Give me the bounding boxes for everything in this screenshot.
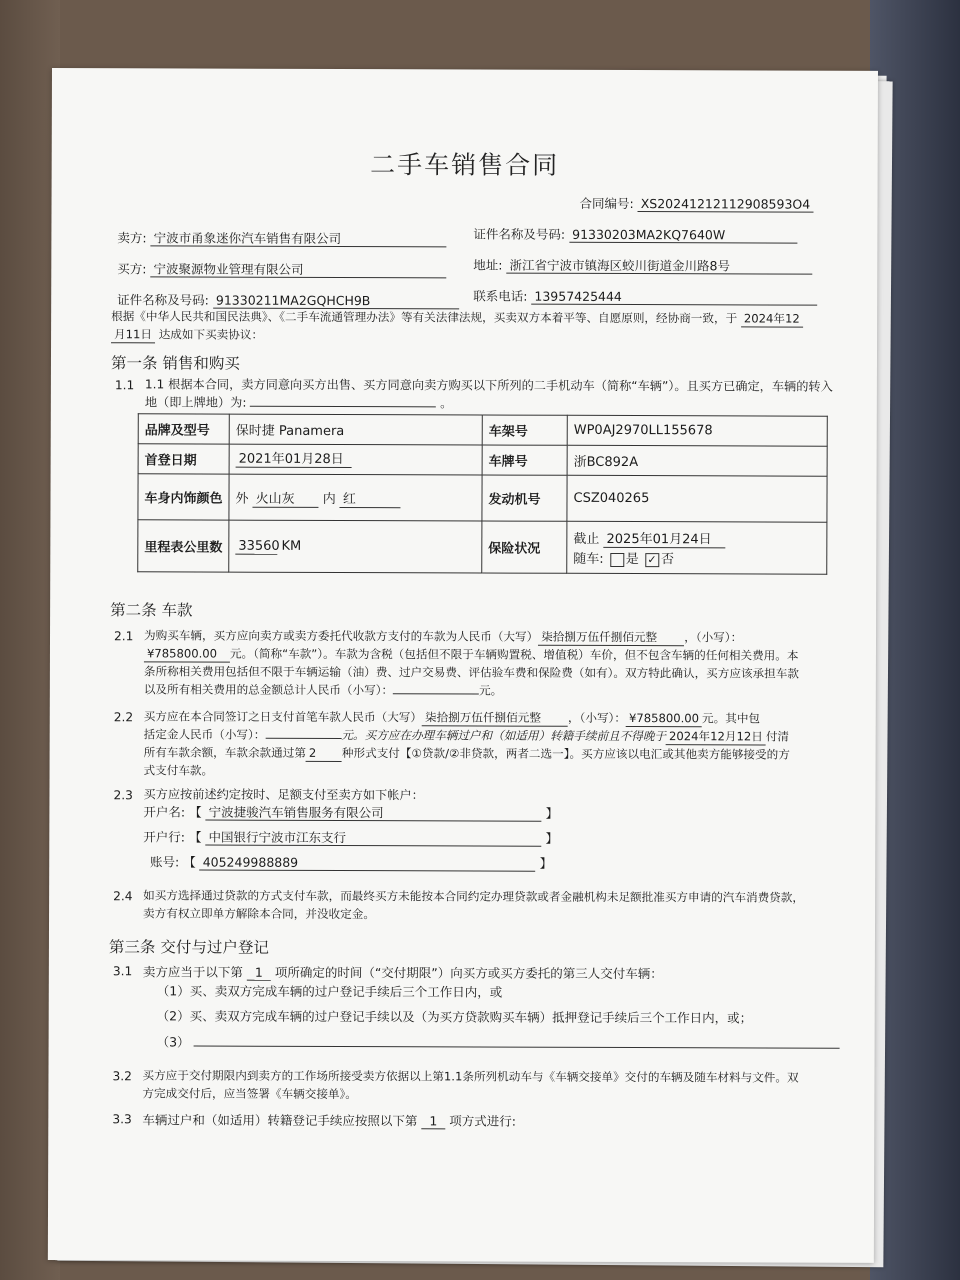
seller-label: 卖方: bbox=[117, 230, 147, 246]
clause-2-2-c: 元。其中包 bbox=[702, 711, 761, 726]
bank-label: 开户行: bbox=[143, 829, 186, 845]
clause-1-1 bbox=[145, 375, 845, 413]
delivery-option-value: 1 bbox=[247, 965, 271, 981]
insurance-cell bbox=[567, 521, 827, 574]
contract-no-value: XS20241212112908593O4 bbox=[638, 196, 814, 213]
delivery-option-2: （2）买、卖双方完成车辆的过户登记手续以及（为买方贷款购买车辆）抵押登记手续后三个工作日内，或； bbox=[156, 1008, 753, 1026]
section-2-heading: 第二条 车款 bbox=[110, 601, 193, 620]
buyer-phone-label: 联系电话: bbox=[473, 288, 528, 304]
clause-2-2-f: 付清 bbox=[765, 729, 790, 744]
insurance-date: 2025年01月24日 bbox=[603, 532, 725, 548]
clause-2-2-i: 式支付车款。 bbox=[143, 763, 214, 778]
vehicle-table bbox=[137, 413, 828, 574]
first-payment-lowercase: ¥785800.00 bbox=[626, 711, 702, 727]
section-1-heading: 第一条 销售和购买 bbox=[110, 354, 240, 373]
checkbox-no[interactable] bbox=[645, 553, 659, 567]
clause-2-2-e: 元。买方应在办理车辆过户和（如适用）转籍手续前且不得晚于 bbox=[341, 728, 667, 744]
balance-due-date: 2024年12月12日 bbox=[666, 729, 766, 745]
seller-id-row bbox=[473, 224, 797, 243]
clause-2-1 bbox=[144, 626, 844, 700]
exterior-color: 火山灰 bbox=[253, 491, 319, 507]
clause-3-3-number: 3.3 bbox=[112, 1112, 132, 1127]
clause-2-2-d: 括定金人民币（小写）： bbox=[143, 727, 266, 742]
brand-value: 保时捷 Panamera bbox=[229, 414, 482, 445]
mileage-unit: KM bbox=[281, 538, 302, 554]
transfer-option-value: 1 bbox=[421, 1113, 445, 1129]
plate-value: 浙BC892A bbox=[567, 445, 827, 476]
engine-value: CSZ040265 bbox=[567, 475, 827, 522]
account-name-value: 宁波捷骏汽车销售服务有限公司 bbox=[206, 805, 542, 822]
clause-2-1-e: 以及所有相关费用的总金额总计人民币（小写）： bbox=[143, 682, 394, 698]
color-cell bbox=[229, 474, 482, 521]
insurance-label: 保险状况 bbox=[482, 521, 567, 573]
total-amount-field bbox=[393, 693, 479, 694]
interior-prefix: 内 bbox=[322, 491, 336, 507]
account-name-rbracket: 】 bbox=[545, 805, 559, 821]
color-label: 车身内饰颜色 bbox=[138, 474, 229, 520]
clause-2-4-b: 卖方有权立即单方解除本合同，并没收定金。 bbox=[143, 906, 375, 922]
vin-label: 车架号 bbox=[482, 415, 567, 445]
contract-no-row bbox=[580, 194, 814, 213]
checkbox-yes[interactable] bbox=[610, 552, 624, 566]
clause-3-1-a: 卖方应当于以下第 bbox=[142, 964, 243, 980]
plate-label: 车牌号 bbox=[482, 445, 567, 475]
preamble bbox=[111, 307, 831, 346]
first-payment-uppercase: 柒拾捌万伍仟捌佰元整 bbox=[422, 710, 568, 727]
bank-lbracket: 【 bbox=[188, 829, 202, 845]
mileage-cell bbox=[229, 520, 482, 573]
buyer-value: 宁波聚源物业管理有限公司 bbox=[150, 261, 446, 278]
checkbox-yes-label: 是 bbox=[625, 552, 639, 568]
insurance-prefix: 截止 bbox=[573, 531, 600, 547]
engine-label: 发动机号 bbox=[482, 475, 567, 521]
clause-2-2 bbox=[144, 707, 844, 781]
buyer-row bbox=[117, 259, 446, 278]
clause-3-2-a: 买方应于交付期限内到卖方的工作场所接受卖方依据以上第1.1条所列机动车与《车辆交接单》交付的车辆及随车材料与文件。双 bbox=[142, 1068, 799, 1085]
seller-id-value: 91330203MA2KQ7640W bbox=[569, 227, 797, 244]
checkbox-no-label: 否 bbox=[660, 552, 675, 568]
clause-2-1-d: 条所称相关费用包括但不限于车辆运输（油）费、过户交易费、评估验车费和保险费（如有）。双方特此确认，买方应该承担车款 bbox=[143, 664, 799, 681]
clause-3-1-number: 3.1 bbox=[112, 964, 133, 979]
price-uppercase: 柒拾捌万伍仟捌佰元整 bbox=[538, 630, 684, 647]
contract-page bbox=[48, 68, 878, 1263]
account-no-rbracket: 】 bbox=[539, 855, 553, 871]
interior-color: 红 bbox=[340, 492, 401, 508]
clause-3-1 bbox=[143, 962, 663, 982]
account-name-label: 开户名: bbox=[143, 804, 186, 820]
clause-2-2-h: 种形式支付【①贷款/②非贷款，两者二选一】。买方应该以电汇或其他卖方能够接受的方 bbox=[341, 746, 790, 762]
clause-2-2-b: ，（小写）： bbox=[567, 710, 626, 726]
account-name-lbracket: 【 bbox=[189, 804, 202, 820]
clause-2-2-number: 2.2 bbox=[113, 710, 134, 725]
clause-3-3-a: 车辆过户和（如适用）转籍登记手续应按照以下第 bbox=[142, 1112, 418, 1129]
clause-3-1-b: 项所确定的时间（“交付期限”）向买方或买方委托的第三人交付车辆： bbox=[274, 964, 663, 982]
clause-2-1-a: 为购买车辆，买方应向卖方或卖方委托代收款方支付的车款为人民币（大写） bbox=[143, 628, 539, 644]
bank-value: 中国银行宁波市江东支行 bbox=[205, 830, 541, 847]
contract-title: 二手车销售合同 bbox=[370, 150, 560, 180]
clause-3-2-b: 方完成交付后，应当签署《车辆交接单》。 bbox=[142, 1086, 357, 1102]
seller-value: 宁波市甬象迷你汽车销售有限公司 bbox=[151, 230, 447, 247]
mileage-label: 里程表公里数 bbox=[138, 520, 229, 572]
account-no-value: 405249988889 bbox=[200, 855, 536, 872]
clause-1-1-text: 1.1 根据本合同，卖方同意向买方出售、买方同意向卖方购买以下所列的二手机动车（简称“车辆”）。且买方已确定，车辆的转入 bbox=[144, 377, 833, 394]
clause-3-3-b: 项方式进行: bbox=[449, 1113, 517, 1129]
clause-1-1-number: 1.1 bbox=[114, 378, 135, 393]
bank-rbracket: 】 bbox=[545, 830, 559, 846]
clause-2-4 bbox=[143, 886, 804, 924]
bank-row bbox=[143, 827, 558, 846]
clause-2-4-number: 2.4 bbox=[113, 889, 133, 904]
delivery-option-3-field bbox=[194, 1046, 840, 1049]
account-no-row bbox=[143, 852, 552, 871]
clause-2-2-a: 买方应在本合同签订之日支付首笔车款人民币（大写） bbox=[143, 709, 423, 725]
payment-method-value: 2 bbox=[306, 746, 342, 762]
clause-2-4-a: 如买方选择通过贷款的方式支付车款，而最终买方未能按本合同约定办理贷款或者金融机构未足额批准买方申请的汽车消费贷款， bbox=[143, 888, 804, 905]
clause-2-3-number: 2.3 bbox=[113, 788, 133, 803]
account-name-row bbox=[143, 802, 558, 821]
buyer-addr-value: 浙江省宁波市镇海区蛟川街道金川路8号 bbox=[506, 258, 812, 275]
preamble-tail: 达成如下买卖协议： bbox=[158, 327, 264, 342]
delivery-option-1: （1）买、卖双方完成车辆的过户登记手续后三个工作日内，或 bbox=[156, 983, 503, 1000]
reg-date-value: 2021年01月28日 bbox=[236, 451, 352, 467]
clause-3-2 bbox=[142, 1066, 798, 1104]
preamble-date-2: 月11日 bbox=[111, 327, 155, 343]
registration-place-field bbox=[250, 406, 436, 408]
brand-label: 品牌及型号 bbox=[138, 414, 229, 444]
vin-value: WP0AJ2970LL155678 bbox=[567, 415, 827, 446]
clause-2-3: 买方应按前述约定按时、足额支付至卖方如下帐户： bbox=[143, 787, 424, 803]
preamble-date-1: 2024年12 bbox=[741, 311, 803, 327]
clause-3-3 bbox=[142, 1110, 516, 1129]
account-no-label: 账号: bbox=[149, 854, 180, 870]
buyer-label: 买方: bbox=[117, 261, 147, 277]
buyer-id-value: 91330211MA2GQHCH9B bbox=[213, 293, 459, 310]
contract-no-label: 合同编号: bbox=[579, 195, 634, 212]
insurance-follow-label: 随车: bbox=[573, 551, 604, 567]
clause-2-1-b: ，（小写）： bbox=[684, 630, 743, 645]
section-3-heading: 第三条 交付与过户登记 bbox=[108, 938, 269, 957]
clause-1-1-dot: 。 bbox=[440, 396, 453, 411]
clause-2-2-g: 所有车款余额，车款余款通过第 bbox=[143, 745, 306, 760]
buyer-phone-row bbox=[473, 286, 817, 305]
clause-1-1-text-2: 地（即上牌地）为: bbox=[144, 395, 247, 410]
buyer-id-label: 证件名称及号码: bbox=[117, 292, 209, 308]
exterior-prefix: 外 bbox=[235, 491, 249, 507]
clause-2-1-f: 元。 bbox=[479, 683, 503, 698]
preamble-text: 根据《中华人民共和国民法典》、《二手车流通管理办法》等有关法律法规，买卖双方本着平等、自愿原则，经协商一致，于 bbox=[111, 309, 738, 326]
buyer-addr-row bbox=[473, 255, 812, 274]
reg-date-label: 首登日期 bbox=[138, 444, 229, 474]
seller-id-label: 证件名称及号码: bbox=[473, 226, 566, 242]
clause-2-1-number: 2.1 bbox=[113, 629, 134, 644]
account-no-lbracket: 【 bbox=[183, 854, 196, 870]
buyer-addr-label: 地址: bbox=[473, 257, 503, 273]
delivery-option-3-label: （3） bbox=[156, 1034, 190, 1050]
reg-date-cell bbox=[229, 444, 482, 475]
price-lowercase: ¥785800.00 bbox=[144, 646, 230, 662]
clause-3-2-number: 3.2 bbox=[112, 1069, 132, 1084]
buyer-phone-value: 13957425444 bbox=[531, 289, 817, 306]
clause-2-1-c: 元。（简称“车款”）。车款为含税（包括但不限于车辆购置税、增值税）车价，但不包含车辆的任何相关费用。本 bbox=[229, 646, 799, 663]
seller-row bbox=[117, 228, 446, 247]
mileage-value: 33560 bbox=[235, 538, 277, 554]
delivery-option-3 bbox=[157, 1032, 840, 1052]
deposit-field bbox=[265, 738, 341, 739]
